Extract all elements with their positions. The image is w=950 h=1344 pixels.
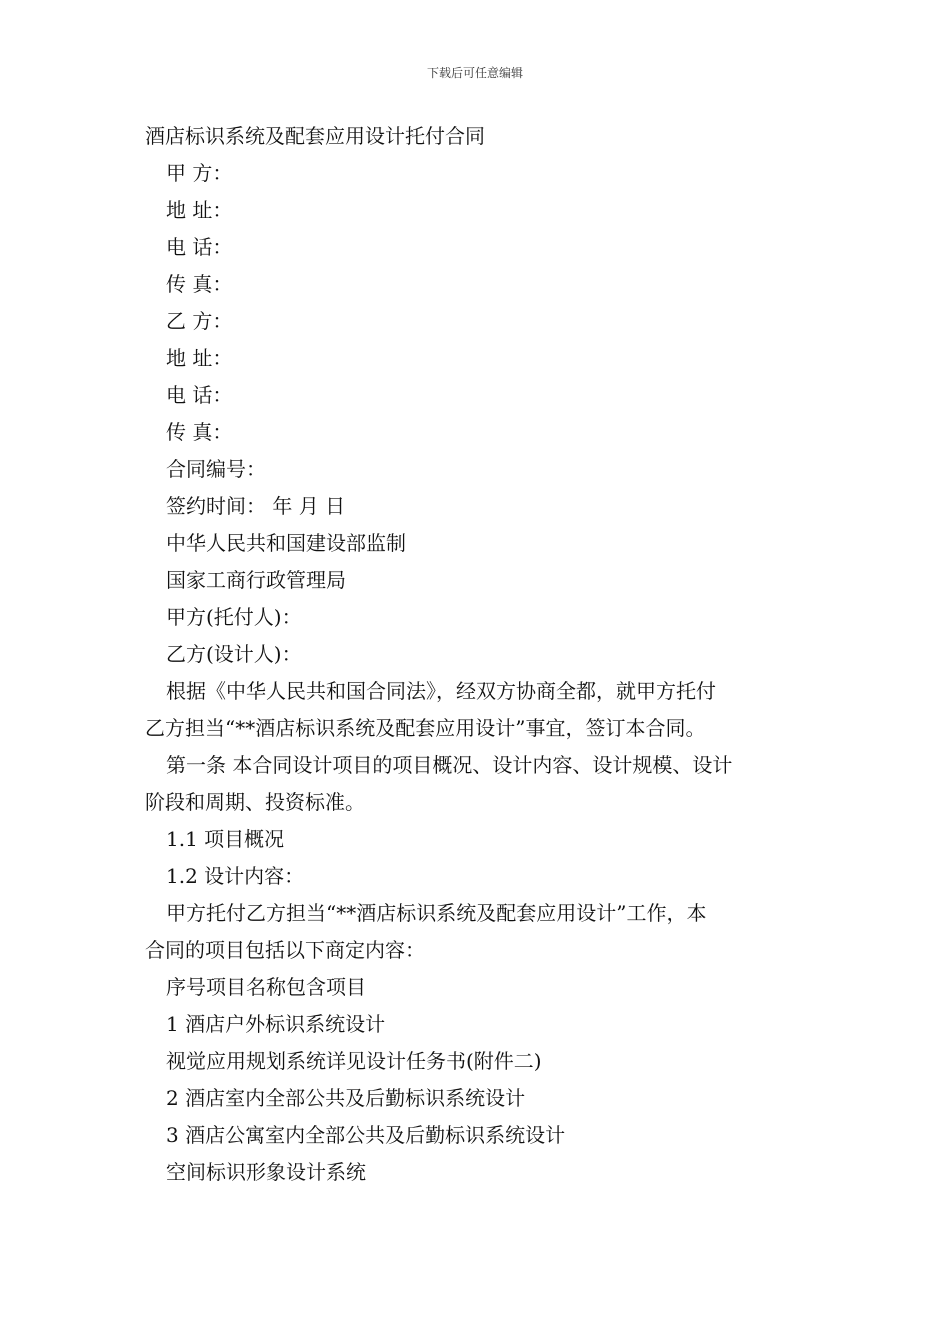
table-header: 序号项目名称包含项目 — [166, 975, 366, 999]
list-item: 空间标识形象设计系统 — [166, 1160, 366, 1184]
supervisor-line-2: 国家工商行政管理局 — [166, 568, 346, 592]
contract-number-label: 合同编号： — [166, 457, 266, 481]
party-a-fax-label: 传 真： — [166, 272, 233, 296]
party-b-phone-label: 电 话： — [166, 383, 233, 407]
article-1-line-1: 第一条 本合同设计项目的项目概况、设计内容、设计规模、设计 — [166, 753, 733, 777]
page-header: 下载后可任意编辑 — [426, 66, 523, 80]
supervisor-line-1: 中华人民共和国建设部监制 — [166, 531, 406, 555]
scope-line-2: 合同的项目包括以下商定内容： — [145, 938, 425, 962]
party-a-name-label: 甲 方： — [166, 161, 233, 185]
article-1-line-2: 阶段和周期、投资标准。 — [145, 790, 365, 814]
document-body — [145, 118, 807, 1191]
party-b-fax-label: 传 真： — [166, 420, 233, 444]
list-item: 视觉应用规划系统详见设计任务书(附件二) — [166, 1049, 542, 1073]
section-1-1-heading: 1.1 项目概况 — [166, 827, 285, 851]
preamble-line-1: 根据《中华人民共和国合同法》，经双方协商全都，就甲方托付 — [166, 679, 716, 703]
designer-label: 乙方(设计人)： — [166, 642, 302, 666]
party-b-name-label: 乙 方： — [166, 309, 233, 333]
preamble-line-2: 乙方担当“**酒店标识系统及配套应用设计”事宜，签订本合同。 — [145, 716, 706, 740]
party-b-address-label: 地 址： — [166, 346, 233, 370]
document-title: 酒店标识系统及配套应用设计托付合同 — [145, 124, 485, 148]
sign-date: 签约时间： 年 月 日 — [166, 494, 346, 518]
section-1-2-heading: 1.2 设计内容： — [166, 864, 305, 888]
list-item: 1 酒店户外标识系统设计 — [166, 1012, 386, 1036]
list-item: 3 酒店公寓室内全部公共及后勤标识系统设计 — [166, 1123, 566, 1147]
party-a-phone-label: 电 话： — [166, 235, 233, 259]
party-a-address-label: 地 址： — [166, 198, 233, 222]
scope-line-1: 甲方托付乙方担当“**酒店标识系统及配套应用设计”工作，本 — [166, 901, 707, 925]
list-item: 2 酒店室内全部公共及后勤标识系统设计 — [166, 1086, 526, 1110]
client-label: 甲方(托付人)： — [166, 605, 302, 629]
